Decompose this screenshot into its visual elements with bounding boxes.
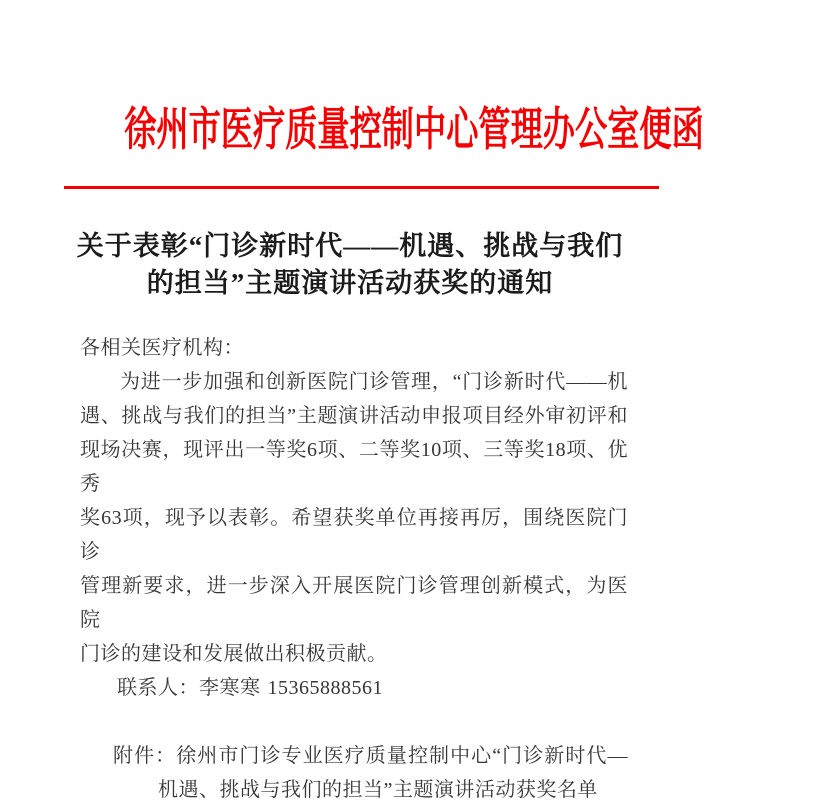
document-title-line-2: 的担当”主题演讲活动获奖的通知 bbox=[146, 268, 554, 298]
document-title-line-1: 关于表彰“门诊新时代——机遇、挑战与我们 bbox=[76, 231, 624, 261]
paragraph-line: 奖63项，现予以表彰。希望获奖单位再接再厉，围绕医院门诊 bbox=[80, 507, 628, 563]
letterhead bbox=[0, 104, 704, 156]
blank-line bbox=[80, 705, 628, 739]
contact-label: 联系人： bbox=[117, 677, 199, 699]
attachment-line-1: 附件：徐州市门诊专业医疗质量控制中心“门诊新时代— bbox=[113, 745, 628, 767]
paragraph-line: 遇、挑战与我们的担当”主题演讲活动申报项目经外审初评和 bbox=[80, 405, 628, 427]
contact-line bbox=[80, 671, 628, 705]
paragraph-line: 为进一步加强和创新医院门诊管理，“门诊新时代——机 bbox=[120, 371, 628, 393]
paragraph-line: 现场决赛，现评出一等奖6项、二等奖10项、三等奖18项、优秀 bbox=[80, 439, 628, 495]
attachment-line-2: 机遇、挑战与我们的担当”主题演讲活动获奖名单 bbox=[158, 779, 598, 801]
paragraph-line: 管理新要求，进一步深入开展医院门诊管理创新模式，为医院 bbox=[80, 575, 628, 631]
paragraph-line: 门诊的建设和发展做出积极贡献。 bbox=[80, 643, 388, 665]
contact-name: 李寒寒 bbox=[199, 677, 261, 699]
contact-phone: 15365888561 bbox=[267, 677, 383, 699]
salutation: 各相关医疗机构： bbox=[80, 337, 244, 359]
letterhead-title: 徐州市医疗质量控制中心管理办公室便函 bbox=[124, 104, 704, 155]
document-title bbox=[0, 228, 700, 302]
red-divider-rule bbox=[64, 186, 659, 189]
document-body bbox=[80, 331, 628, 807]
